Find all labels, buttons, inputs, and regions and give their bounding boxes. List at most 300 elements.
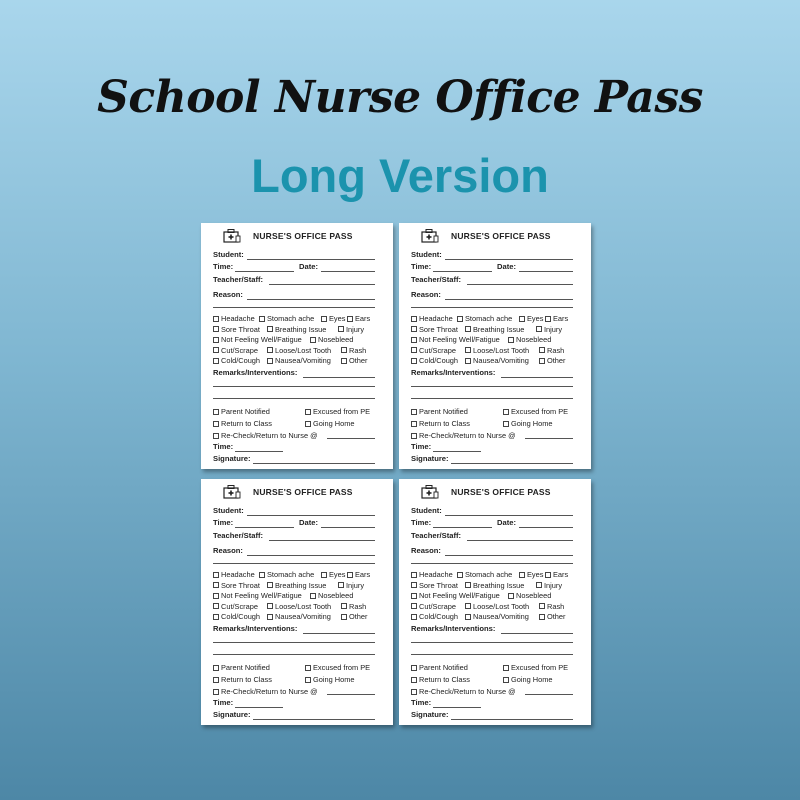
teacher-input[interactable] <box>269 284 375 285</box>
symptom-label: Ears <box>553 314 569 323</box>
signature-label: Signature: <box>213 454 251 463</box>
outcome-checkbox[interactable] <box>305 663 370 672</box>
recheck-label: Re-Check/Return to Nurse @ <box>221 431 318 440</box>
symptom-checkbox[interactable] <box>213 325 260 334</box>
teacher-label: Teacher/Staff: <box>411 531 462 540</box>
outcome-checkbox[interactable] <box>503 675 553 684</box>
student-input[interactable] <box>247 259 375 260</box>
student-label: Student: <box>213 506 244 515</box>
symptom-checkbox[interactable] <box>213 356 260 365</box>
first-aid-kit-icon <box>223 484 241 500</box>
symptom-row <box>213 612 385 622</box>
teacher-row <box>213 275 375 287</box>
outcome-checkbox[interactable] <box>503 663 568 672</box>
signature-label: Signature: <box>213 710 251 719</box>
symptom-checkbox[interactable] <box>310 335 353 344</box>
outcome-row <box>411 663 583 673</box>
date-label: Date: <box>299 518 318 527</box>
time-label: Time: <box>213 262 234 271</box>
recheck-row <box>411 687 583 697</box>
symptom-row <box>213 581 385 591</box>
remarks-line-3[interactable] <box>411 398 573 399</box>
symptom-row <box>411 335 583 345</box>
signature-row <box>213 454 375 466</box>
symptom-label: Nausea/Vomiting <box>275 356 331 365</box>
symptom-row <box>411 325 583 335</box>
recheck-row <box>411 431 583 441</box>
date-label: Date: <box>497 518 516 527</box>
symptom-label: Loose/Lost Tooth <box>473 345 530 355</box>
time2-row <box>213 698 375 710</box>
signature-label: Signature: <box>411 454 449 463</box>
symptom-label: Not Feeling Well/Fatigue <box>221 591 302 600</box>
outcome-label: Going Home <box>511 675 553 684</box>
symptom-checkbox[interactable] <box>341 602 366 611</box>
symptom-label: Stomach ache <box>465 314 513 323</box>
symptom-row <box>411 346 583 356</box>
symptom-label: Breathing Issue <box>473 580 525 590</box>
symptom-label: Other <box>547 356 566 365</box>
symptom-label: Headache <box>419 570 453 579</box>
symptom-label: Rash <box>547 345 565 355</box>
time-date-row <box>411 262 573 274</box>
symptom-row <box>411 356 583 366</box>
outcome-checkbox[interactable] <box>411 419 470 428</box>
outcome-label: Going Home <box>313 419 355 428</box>
symptom-checkbox[interactable] <box>341 612 367 621</box>
nurse-pass-card-2 <box>399 223 591 469</box>
reason-label: Reason: <box>213 290 243 299</box>
outcome-row <box>213 419 385 429</box>
recheck-row <box>213 687 385 697</box>
recheck-checkbox[interactable] <box>411 687 516 696</box>
symptom-label: Rash <box>547 601 565 611</box>
symptom-row <box>213 346 385 356</box>
time-input[interactable] <box>235 527 294 528</box>
remarks-line-2[interactable] <box>213 642 375 643</box>
date-input[interactable] <box>321 527 375 528</box>
symptom-checkbox[interactable] <box>310 591 353 600</box>
symptom-checkbox[interactable] <box>213 570 255 579</box>
pass-header <box>221 227 381 247</box>
remarks-line-2[interactable] <box>411 642 573 643</box>
teacher-row <box>411 531 573 543</box>
remarks-row <box>411 624 573 636</box>
symptom-label: Stomach ache <box>465 570 513 579</box>
outcome-label: Parent Notified <box>419 663 468 672</box>
symptom-checkbox[interactable] <box>539 346 564 355</box>
symptom-row <box>213 335 385 345</box>
time2-input[interactable] <box>433 451 481 452</box>
symptom-label: Nausea/Vomiting <box>275 612 331 621</box>
remarks-label: Remarks/Interventions: <box>411 368 496 377</box>
pass-header <box>221 483 381 503</box>
symptom-checkbox[interactable] <box>539 612 565 621</box>
outcome-label: Excused from PE <box>313 407 371 416</box>
symptom-label: Sore Throat <box>419 580 458 590</box>
symptom-label: Sore Throat <box>221 324 260 334</box>
recheck-checkbox[interactable] <box>411 431 516 440</box>
symptom-label: Ears <box>355 314 371 323</box>
remarks-line-2[interactable] <box>411 386 573 387</box>
symptom-checkbox[interactable] <box>536 581 562 590</box>
symptom-label: Loose/Lost Tooth <box>275 601 332 611</box>
signature-input[interactable] <box>253 463 375 464</box>
remarks-row <box>213 624 375 636</box>
symptom-row <box>213 314 385 324</box>
pass-header <box>419 483 579 503</box>
symptom-label: Nausea/Vomiting <box>473 612 529 621</box>
time-input[interactable] <box>235 271 294 272</box>
first-aid-kit-icon <box>421 484 439 500</box>
symptom-label: Nosebleed <box>318 335 354 344</box>
outcome-row <box>411 419 583 429</box>
date-label: Date: <box>299 262 318 271</box>
symptom-label: Other <box>349 612 368 621</box>
symptom-label: Nosebleed <box>516 591 552 600</box>
remarks-row <box>213 368 375 380</box>
symptom-label: Breathing Issue <box>275 580 327 590</box>
symptom-checkbox[interactable] <box>411 581 458 590</box>
symptom-checkbox[interactable] <box>539 602 564 611</box>
outcome-checkbox[interactable] <box>213 419 272 428</box>
teacher-row <box>213 531 375 543</box>
symptom-checkbox[interactable] <box>213 335 302 344</box>
symptom-row <box>411 612 583 622</box>
signature-input[interactable] <box>451 719 573 720</box>
student-label: Student: <box>411 250 442 259</box>
symptom-label: Headache <box>221 570 255 579</box>
symptom-label: Ears <box>355 570 371 579</box>
teacher-input[interactable] <box>467 540 573 541</box>
page-title: School Nurse Office Pass <box>97 72 703 123</box>
symptom-row <box>213 325 385 335</box>
student-input[interactable] <box>445 259 573 260</box>
symptom-checkbox[interactable] <box>321 314 345 323</box>
time2-label: Time: <box>411 698 432 707</box>
symptom-checkbox[interactable] <box>411 314 453 323</box>
outcome-checkbox[interactable] <box>411 663 468 672</box>
symptom-row <box>411 602 583 612</box>
student-row <box>411 506 573 518</box>
symptom-row <box>213 356 385 366</box>
outcome-checkbox[interactable] <box>213 407 270 416</box>
reason-label: Reason: <box>213 546 243 555</box>
recheck-label: Re-Check/Return to Nurse @ <box>419 431 516 440</box>
page-subtitle: Long Version <box>251 149 549 202</box>
outcome-checkbox[interactable] <box>411 407 468 416</box>
reason-row <box>411 546 573 558</box>
nurse-pass-card-4 <box>399 479 591 725</box>
symptom-checkbox[interactable] <box>267 346 331 355</box>
teacher-input[interactable] <box>269 540 375 541</box>
remarks-line-3[interactable] <box>411 654 573 655</box>
reason-extra-line[interactable] <box>411 563 573 564</box>
symptom-label: Cold/Cough <box>221 612 261 621</box>
symptom-checkbox[interactable] <box>267 356 331 365</box>
recheck-checkbox[interactable] <box>213 431 318 440</box>
time2-input[interactable] <box>235 451 283 452</box>
symptom-row <box>411 581 583 591</box>
symptom-label: Stomach ache <box>267 314 315 323</box>
symptom-checkbox[interactable] <box>539 356 565 365</box>
outcome-checkbox[interactable] <box>213 663 270 672</box>
symptom-label: Other <box>349 356 368 365</box>
symptom-checkbox[interactable] <box>508 335 551 344</box>
symptom-label: Eyes <box>329 570 346 579</box>
symptom-checkbox[interactable] <box>411 325 458 334</box>
outcome-checkbox[interactable] <box>305 407 370 416</box>
symptom-checkbox[interactable] <box>411 591 500 600</box>
outcome-row <box>411 407 583 417</box>
reason-label: Reason: <box>411 290 441 299</box>
signature-label: Signature: <box>411 710 449 719</box>
symptom-label: Not Feeling Well/Fatigue <box>419 591 500 600</box>
remarks-line-3[interactable] <box>213 398 375 399</box>
symptom-label: Stomach ache <box>267 570 315 579</box>
symptom-checkbox[interactable] <box>411 346 456 355</box>
outcome-checkbox[interactable] <box>305 675 355 684</box>
symptom-checkbox[interactable] <box>465 346 529 355</box>
symptom-row <box>411 591 583 601</box>
first-aid-kit-icon <box>223 228 241 244</box>
remarks-line-3[interactable] <box>213 654 375 655</box>
recheck-input[interactable] <box>525 438 573 439</box>
recheck-label: Re-Check/Return to Nurse @ <box>221 687 318 696</box>
student-input[interactable] <box>247 515 375 516</box>
reason-input[interactable] <box>445 555 573 556</box>
symptom-label: Cold/Cough <box>419 356 459 365</box>
symptom-checkbox[interactable] <box>411 612 458 621</box>
symptom-checkbox[interactable] <box>508 591 551 600</box>
remarks-input[interactable] <box>501 633 573 634</box>
symptom-checkbox[interactable] <box>259 570 314 579</box>
reason-input[interactable] <box>247 299 375 300</box>
time2-row <box>411 698 573 710</box>
symptom-checkbox[interactable] <box>259 314 314 323</box>
symptom-label: Cut/Scrape <box>419 345 456 355</box>
symptom-checkbox[interactable] <box>545 314 568 323</box>
symptom-checkbox[interactable] <box>338 581 364 590</box>
signature-input[interactable] <box>253 719 375 720</box>
symptom-checkbox[interactable] <box>465 602 529 611</box>
reason-label: Reason: <box>411 546 441 555</box>
remarks-input[interactable] <box>303 377 375 378</box>
symptom-label: Cut/Scrape <box>221 345 258 355</box>
time-input[interactable] <box>433 527 492 528</box>
symptom-checkbox[interactable] <box>213 314 255 323</box>
outcome-label: Return to Class <box>419 419 470 428</box>
symptom-label: Injury <box>346 324 365 334</box>
reason-row <box>213 290 375 302</box>
remarks-label: Remarks/Interventions: <box>411 624 496 633</box>
symptom-checkbox[interactable] <box>213 591 302 600</box>
symptom-label: Not Feeling Well/Fatigue <box>221 335 302 344</box>
signature-row <box>213 710 375 722</box>
outcome-label: Excused from PE <box>511 663 569 672</box>
remarks-line-2[interactable] <box>213 386 375 387</box>
symptom-checkbox[interactable] <box>213 602 258 611</box>
teacher-row <box>411 275 573 287</box>
symptom-label: Cold/Cough <box>221 356 261 365</box>
time-date-row <box>213 262 375 274</box>
time-label: Time: <box>411 518 432 527</box>
symptom-label: Not Feeling Well/Fatigue <box>419 335 500 344</box>
time2-label: Time: <box>213 442 234 451</box>
symptom-checkbox[interactable] <box>519 314 543 323</box>
symptom-row <box>213 570 385 580</box>
time2-row <box>213 442 375 454</box>
time-label: Time: <box>411 262 432 271</box>
recheck-row <box>213 431 385 441</box>
symptom-checkbox[interactable] <box>341 356 367 365</box>
pass-title: NURSE'S OFFICE PASS <box>451 231 551 241</box>
reason-extra-line[interactable] <box>213 563 375 564</box>
symptom-checkbox[interactable] <box>347 314 370 323</box>
symptom-checkbox[interactable] <box>267 325 326 334</box>
outcome-checkbox[interactable] <box>213 675 272 684</box>
symptom-label: Injury <box>544 580 563 590</box>
student-input[interactable] <box>445 515 573 516</box>
symptom-row <box>213 602 385 612</box>
symptom-checkbox[interactable] <box>267 581 326 590</box>
student-row <box>213 250 375 262</box>
remarks-input[interactable] <box>303 633 375 634</box>
recheck-input[interactable] <box>327 438 375 439</box>
time2-input[interactable] <box>235 707 283 708</box>
symptom-checkbox[interactable] <box>338 325 364 334</box>
outcome-row <box>213 663 385 673</box>
outcome-label: Going Home <box>511 419 553 428</box>
symptom-checkbox[interactable] <box>267 612 331 621</box>
symptom-checkbox[interactable] <box>519 570 543 579</box>
symptom-label: Sore Throat <box>221 580 260 590</box>
symptom-label: Other <box>547 612 566 621</box>
symptom-label: Breathing Issue <box>473 324 525 334</box>
symptom-label: Injury <box>544 324 563 334</box>
outcome-checkbox[interactable] <box>503 419 553 428</box>
symptom-checkbox[interactable] <box>465 612 529 621</box>
time2-label: Time: <box>213 698 234 707</box>
recheck-input[interactable] <box>327 694 375 695</box>
symptom-checkbox[interactable] <box>213 612 260 621</box>
teacher-input[interactable] <box>467 284 573 285</box>
symptom-row <box>411 314 583 324</box>
teacher-label: Teacher/Staff: <box>213 275 264 284</box>
time-date-row <box>411 518 573 530</box>
remarks-row <box>411 368 573 380</box>
symptom-checkbox[interactable] <box>457 314 512 323</box>
student-row <box>411 250 573 262</box>
outcome-checkbox[interactable] <box>411 675 470 684</box>
outcome-checkbox[interactable] <box>305 419 355 428</box>
symptom-checkbox[interactable] <box>411 570 453 579</box>
symptom-checkbox[interactable] <box>536 325 562 334</box>
symptom-checkbox[interactable] <box>465 325 524 334</box>
symptom-label: Nausea/Vomiting <box>473 356 529 365</box>
symptom-checkbox[interactable] <box>411 602 456 611</box>
symptom-label: Loose/Lost Tooth <box>473 601 530 611</box>
symptom-checkbox[interactable] <box>457 570 512 579</box>
recheck-checkbox[interactable] <box>213 687 318 696</box>
symptom-checkbox[interactable] <box>411 335 500 344</box>
pass-title: NURSE'S OFFICE PASS <box>253 487 353 497</box>
symptom-label: Eyes <box>527 570 544 579</box>
symptom-label: Eyes <box>329 314 346 323</box>
symptom-checkbox[interactable] <box>213 346 258 355</box>
pass-title: NURSE'S OFFICE PASS <box>451 487 551 497</box>
symptom-checkbox[interactable] <box>267 602 331 611</box>
symptom-label: Eyes <box>527 314 544 323</box>
remarks-label: Remarks/Interventions: <box>213 624 298 633</box>
outcome-label: Excused from PE <box>313 663 371 672</box>
signature-input[interactable] <box>451 463 573 464</box>
pass-header <box>419 227 579 247</box>
reason-input[interactable] <box>247 555 375 556</box>
symptom-checkbox[interactable] <box>411 356 458 365</box>
symptom-checkbox[interactable] <box>545 570 568 579</box>
reason-extra-line[interactable] <box>213 307 375 308</box>
outcome-label: Return to Class <box>419 675 470 684</box>
student-label: Student: <box>411 506 442 515</box>
outcome-row <box>213 407 385 417</box>
recheck-input[interactable] <box>525 694 573 695</box>
symptom-label: Cut/Scrape <box>419 601 456 611</box>
symptom-label: Sore Throat <box>419 324 458 334</box>
symptom-row <box>213 591 385 601</box>
reason-row <box>411 290 573 302</box>
outcome-label: Going Home <box>313 675 355 684</box>
signature-row <box>411 710 573 722</box>
outcome-label: Parent Notified <box>221 663 270 672</box>
time-date-row <box>213 518 375 530</box>
symptom-checkbox[interactable] <box>213 581 260 590</box>
outcome-label: Return to Class <box>221 675 272 684</box>
time2-label: Time: <box>411 442 432 451</box>
symptom-label: Cold/Cough <box>419 612 459 621</box>
time-label: Time: <box>213 518 234 527</box>
time2-input[interactable] <box>433 707 481 708</box>
outcome-checkbox[interactable] <box>503 407 568 416</box>
remarks-label: Remarks/Interventions: <box>213 368 298 377</box>
remarks-input[interactable] <box>501 377 573 378</box>
date-label: Date: <box>497 262 516 271</box>
symptom-label: Nosebleed <box>318 591 354 600</box>
symptom-checkbox[interactable] <box>321 570 345 579</box>
teacher-label: Teacher/Staff: <box>213 531 264 540</box>
reason-input[interactable] <box>445 299 573 300</box>
symptom-label: Headache <box>419 314 453 323</box>
date-input[interactable] <box>519 271 573 272</box>
outcome-label: Parent Notified <box>221 407 270 416</box>
symptom-checkbox[interactable] <box>465 581 524 590</box>
symptom-checkbox[interactable] <box>465 356 529 365</box>
symptom-checkbox[interactable] <box>347 570 370 579</box>
symptom-checkbox[interactable] <box>341 346 366 355</box>
symptom-label: Headache <box>221 314 255 323</box>
reason-extra-line[interactable] <box>411 307 573 308</box>
symptom-label: Rash <box>349 601 367 611</box>
symptom-label: Breathing Issue <box>275 324 327 334</box>
date-input[interactable] <box>519 527 573 528</box>
student-label: Student: <box>213 250 244 259</box>
date-input[interactable] <box>321 271 375 272</box>
symptom-label: Nosebleed <box>516 335 552 344</box>
symptom-label: Injury <box>346 580 365 590</box>
time-input[interactable] <box>433 271 492 272</box>
symptom-label: Rash <box>349 345 367 355</box>
first-aid-kit-icon <box>421 228 439 244</box>
